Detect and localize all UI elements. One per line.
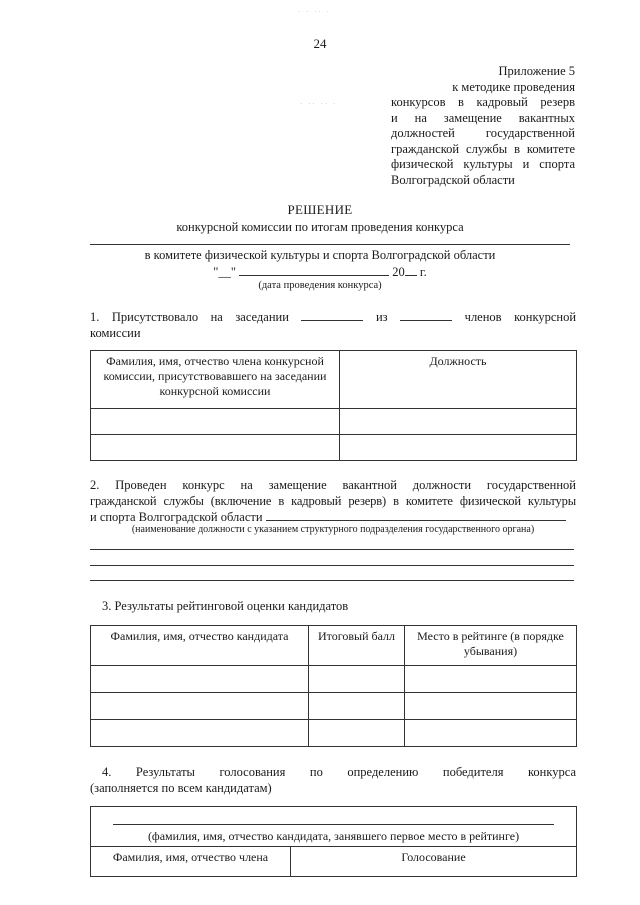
section-2-line: 2. Проведен конкурс на замещение вакантной должности государственной [90, 478, 576, 492]
blank-line [90, 549, 574, 550]
section-2-line-3: и спорта Волгоградской области [90, 510, 263, 524]
date-line [0, 264, 640, 280]
members-table [90, 350, 577, 461]
appendix-line: гражданской службы в комитете [391, 141, 575, 156]
date-year: 20 [392, 265, 405, 279]
members-col-name-header: Фамилия, имя, отчество члена конкурсной комиссии, присутствовавшего на заседании конкурсной комиссии [91, 351, 340, 409]
appendix-line: к методике проведения [452, 79, 575, 94]
appendix-title: Приложение 5 [498, 64, 575, 78]
rating-col-name-header: Фамилия, имя, отчество кандидата [91, 626, 309, 666]
blank-line [90, 244, 570, 245]
position-blank [266, 509, 566, 521]
section-4-line: 4. Результаты голосования по определению победителя конкурса [102, 765, 576, 779]
date-blank [239, 264, 389, 276]
section-1-label: 1. Присутствовало на заседании [90, 310, 289, 324]
appendix-line: физической культуры и спорта [391, 157, 575, 171]
section-1-text [90, 309, 576, 341]
rating-table [90, 625, 577, 747]
blank-line [90, 580, 574, 581]
decision-subtitle: конкурсной комиссии по итогам проведения конкурса [176, 220, 464, 234]
date-day: "__" [213, 265, 236, 279]
appendix-line: конкурсов в кадровый резерв [391, 95, 575, 109]
voting-col-vote-header: Голосование [291, 847, 577, 877]
committee-line: в комитете физической культуры и спорта Волгоградской области [144, 248, 496, 262]
voting-table [90, 806, 577, 877]
section-1-line-2: комиссии [90, 325, 141, 340]
scan-speckle: · ·· ·· · [300, 100, 338, 108]
section-4-line-2: (заполняется по всем кандидатам) [90, 780, 272, 795]
year-blank [405, 264, 417, 276]
position-caption: (наименование должности с указанием структурного подразделения государственного органа) [131, 524, 535, 535]
scan-speckle: · · ·· · [298, 8, 331, 16]
rating-col-score-header: Итоговый балл [309, 626, 405, 666]
table-row [91, 693, 577, 720]
winner-cell [91, 807, 577, 847]
section-1-from: из [375, 310, 388, 324]
section-1-members: членов конкурсной [464, 310, 577, 324]
table-row [91, 720, 577, 747]
table-row [91, 435, 577, 461]
decision-title: РЕШЕНИЕ [287, 202, 353, 217]
present-blank [301, 309, 363, 321]
winner-blank [113, 824, 554, 825]
total-blank [400, 309, 452, 321]
blank-line [90, 565, 574, 566]
page-number: 24 [313, 36, 327, 51]
voting-col-name-header: Фамилия, имя, отчество члена [91, 847, 291, 877]
appendix-note [391, 64, 575, 188]
appendix-line: должностей государственной [391, 126, 575, 140]
section-4-text [90, 765, 576, 796]
table-row [91, 409, 577, 435]
members-col-position-header: Должность [340, 351, 577, 409]
section-3-heading: 3. Результаты рейтинговой оценки кандидатов [102, 599, 349, 613]
winner-caption: (фамилия, имя, отчество кандидата, занявшего первое место в рейтинге) [147, 829, 520, 843]
section-2-line: гражданской службы (включение в кадровый резерв) в комитете физической культуры [90, 493, 576, 508]
date-year-suffix: г. [419, 265, 427, 279]
section-1-line [90, 309, 576, 326]
appendix-line: и на замещение вакантных [391, 110, 575, 125]
table-row [91, 666, 577, 693]
appendix-line: Волгоградской области [391, 172, 515, 187]
section-2-text [90, 478, 576, 526]
rating-col-place-header: Место в рейтинге (в порядке убывания) [405, 626, 577, 666]
date-caption: (дата проведения конкурса) [258, 280, 382, 291]
